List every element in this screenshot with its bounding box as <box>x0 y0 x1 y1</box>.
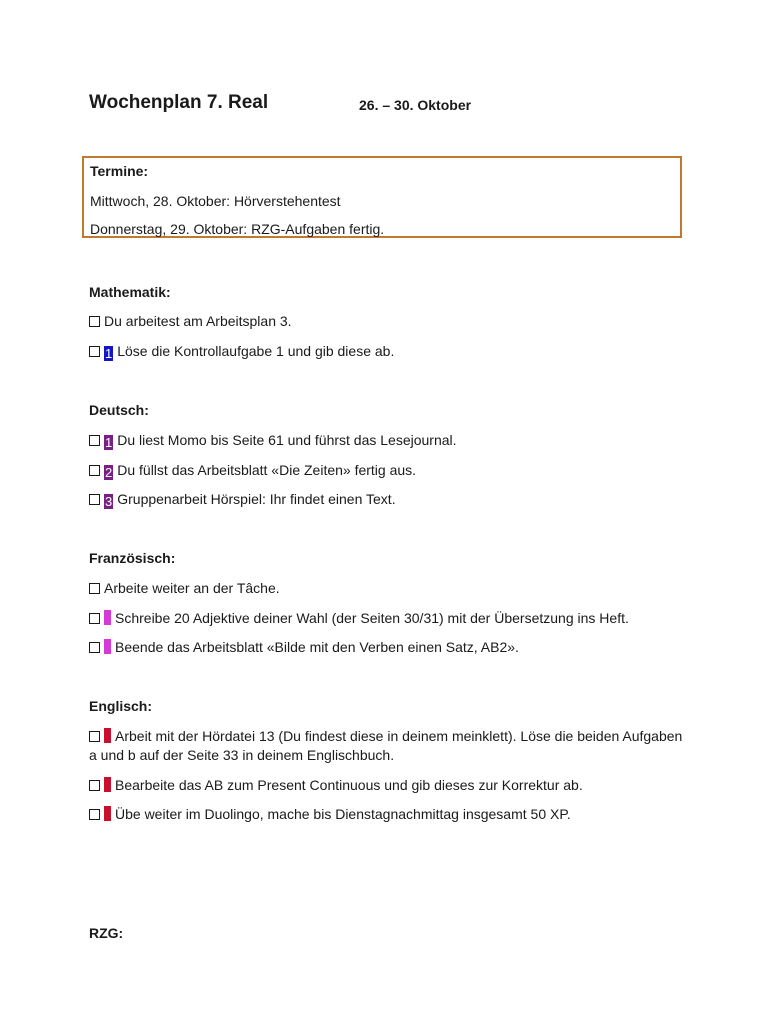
checkbox[interactable] <box>89 809 100 820</box>
task-item <box>89 638 519 657</box>
checkbox[interactable] <box>89 494 100 505</box>
task-item <box>89 312 292 331</box>
date-range: 26. – 30. Oktober <box>359 97 472 113</box>
checkbox[interactable] <box>89 316 100 327</box>
task-text: Du liest Momo bis Seite 61 und führst das Lesejournal. <box>117 432 457 448</box>
section-heading-rzg: RZG: <box>89 925 124 941</box>
termine-line: Mittwoch, 28. Oktober: Hörverstehentest <box>90 193 341 209</box>
task-item <box>89 461 416 480</box>
section-heading-franzoesisch: Französisch: <box>89 550 176 566</box>
section-heading-deutsch: Deutsch: <box>89 402 149 418</box>
task-text: Übe weiter im Duolingo, mache bis Dienstagnachmittag insgesamt 50 XP. <box>115 806 571 822</box>
checkbox[interactable] <box>89 731 100 742</box>
priority-marker <box>104 777 111 792</box>
task-item <box>89 431 457 450</box>
page-title: Wochenplan 7. Real <box>89 92 269 113</box>
priority-marker <box>104 639 111 654</box>
priority-marker <box>104 610 111 625</box>
task-item <box>89 776 583 795</box>
checkbox[interactable] <box>89 346 100 357</box>
task-item <box>89 342 394 361</box>
checkbox[interactable] <box>89 465 100 476</box>
task-text: Bearbeite das AB zum Present Continuous und gib dieses zur Korrektur ab. <box>115 777 583 793</box>
checkbox[interactable] <box>89 780 100 791</box>
priority-marker: 3 <box>105 494 113 509</box>
termine-heading: Termine: <box>90 163 149 179</box>
task-text: Du arbeitest am Arbeitsplan 3. <box>104 313 292 329</box>
task-item <box>89 579 280 598</box>
task-text: Du füllst das Arbeitsblatt «Die Zeiten» fertig aus. <box>117 462 417 478</box>
priority-marker: 1 <box>105 346 113 361</box>
priority-marker <box>104 806 111 821</box>
termine-box <box>82 156 682 238</box>
task-text: Arbeit mit der Hördatei 13 (Du findest diese in deinem meinklett). Löse die beiden Aufgaben a und b auf der Seite 33 in deinem Englischbuch. <box>89 728 683 763</box>
checkbox[interactable] <box>89 435 100 446</box>
task-item <box>89 727 689 765</box>
checkbox[interactable] <box>89 613 100 624</box>
priority-marker <box>104 728 111 743</box>
task-text: Löse die Kontrollaufgabe 1 und gib diese ab. <box>117 343 395 359</box>
checkbox[interactable] <box>89 642 100 653</box>
section-heading-englisch: Englisch: <box>89 698 153 714</box>
priority-marker: 1 <box>105 435 113 450</box>
task-text: Gruppenarbeit Hörspiel: Ihr findet einen Text. <box>117 491 396 507</box>
termine-line: Donnerstag, 29. Oktober: RZG-Aufgaben fertig. <box>90 221 385 237</box>
task-text: Beende das Arbeitsblatt «Bilde mit den Verben einen Satz, AB2». <box>115 639 519 655</box>
task-item <box>89 609 629 628</box>
priority-marker: 2 <box>105 465 113 480</box>
checkbox[interactable] <box>89 583 100 594</box>
task-item <box>89 490 396 509</box>
task-text: Arbeite weiter an der Tâche. <box>104 580 280 596</box>
section-heading-mathematik: Mathematik: <box>89 284 171 300</box>
task-text: Schreibe 20 Adjektive deiner Wahl (der Seiten 30/31) mit der Übersetzung ins Heft. <box>115 610 629 626</box>
task-item <box>89 805 571 824</box>
